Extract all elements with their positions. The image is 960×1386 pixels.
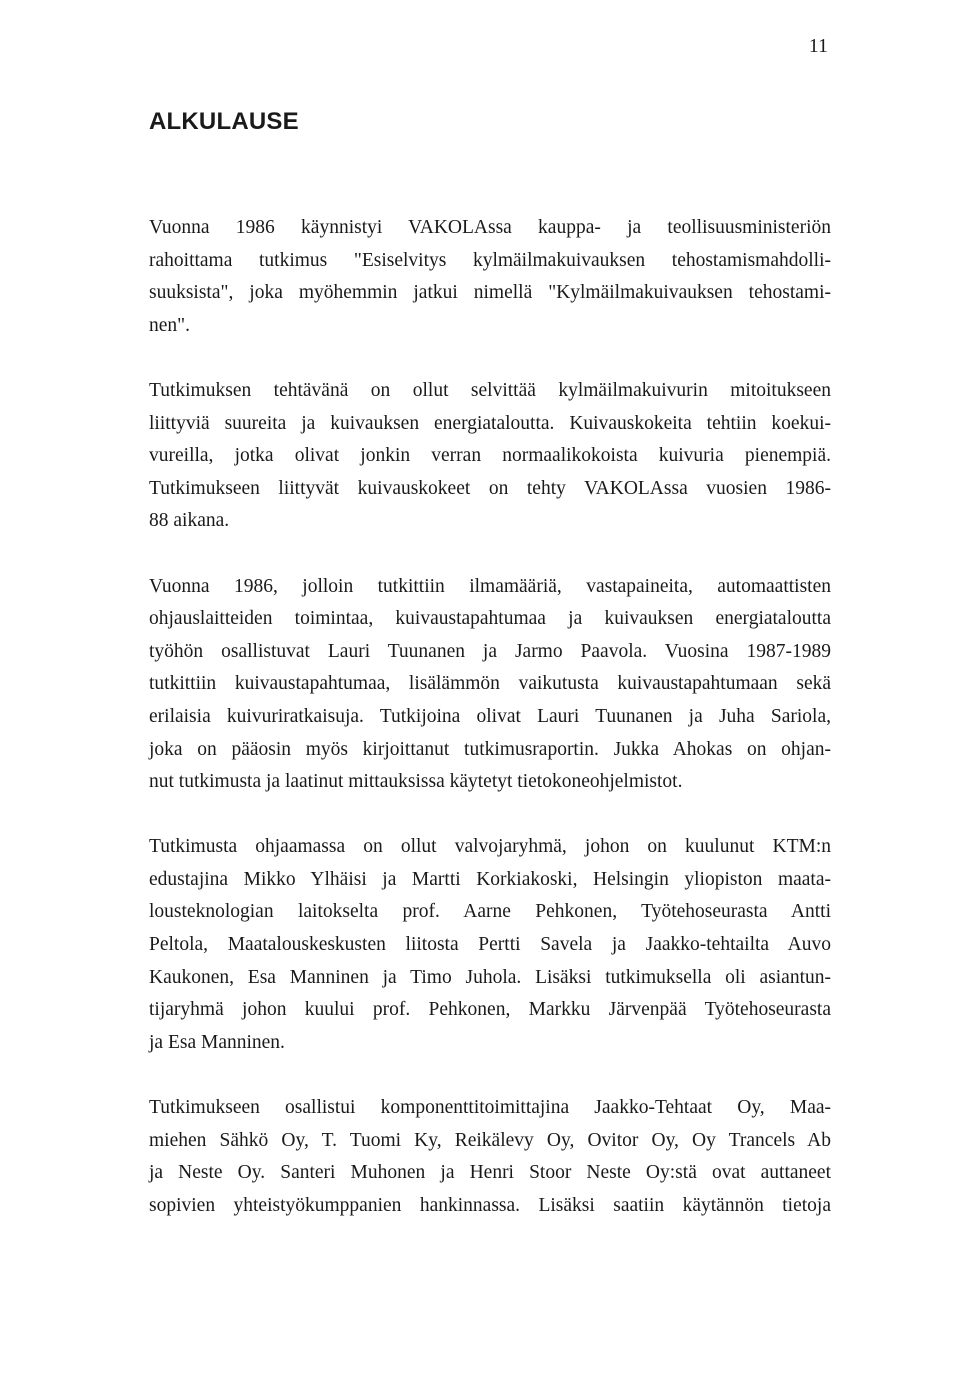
paragraph-line: Vuonna 1986 käynnistyi VAKOLAssa kauppa- ja teollisuusministeriön (149, 217, 831, 238)
page-number: 11 (808, 35, 828, 57)
paragraph-line: tijaryhmä johon kuului prof. Pehkonen, Markku Järvenpää Työtehoseurasta (149, 999, 831, 1021)
paragraph-line: nut tutkimusta ja laatinut mittauksissa käytetyt tietokoneohjelmistot. (149, 771, 683, 793)
paragraph-line: edustajina Mikko Ylhäisi ja Martti Korkiakoski, Helsingin yliopiston maata- (149, 868, 831, 890)
paragraph-line: 88 aikana. (149, 510, 230, 532)
paragraph-line: Peltola, Maatalouskeskusten liitosta Pertti Savela ja Jaakko-tehtailta Auvo (149, 934, 831, 956)
paragraph-line: sopivien yhteistyökumppanien hankinnassa. Lisäksi saatiin käytännön tietoja (149, 1194, 831, 1216)
paragraph-line: ja Esa Manninen. (149, 1031, 285, 1053)
section-heading: ALKULAUSE (149, 108, 299, 135)
paragraph-line: Tutkimukseen liittyvät kuivauskokeet on tehty VAKOLAssa vuosien 1986- (149, 477, 831, 499)
paragraph-line: Tutkimukseen osallistui komponenttitoimittajina Jaakko-Tehtaat Oy, Maa- (149, 1097, 831, 1119)
paragraph-1 (149, 212, 831, 342)
paragraph-4 (149, 831, 831, 1059)
paragraph-line: liittyviä suureita ja kuivauksen energiataloutta. Kuivauskokeita tehtiin koekui- (149, 412, 831, 434)
paragraph-line: Kaukonen, Esa Manninen ja Timo Juhola. Lisäksi tutkimuksella oli asiantun- (149, 966, 831, 988)
paragraph-line: ja Neste Oy. Santeri Muhonen ja Henri Stoor Neste Oy:stä ovat auttaneet (149, 1162, 831, 1184)
paragraph-line: suuksista", joka myöhemmin jatkui nimellä "Kylmäilmakuivauksen tehostami- (149, 282, 831, 304)
paragraph-line: lousteknologian laitokselta prof. Aarne Pehkonen, Työtehoseurasta Antti (149, 901, 831, 923)
paragraph-line: tutkittiin kuivaustapahtumaa, lisälämmön vaikutusta kuivaustapahtumaan sekä (149, 673, 831, 695)
paragraph-line: työhön osallistuvat Lauri Tuunanen ja Jarmo Paavola. Vuosina 1987-1989 (149, 640, 831, 662)
paragraph-line: joka on pääosin myös kirjoittanut tutkimusraportin. Jukka Ahokas on ohjan- (149, 738, 831, 760)
paragraph-line: rahoittama tutkimus "Esiselvitys kylmäilmakuivauksen tehostamismahdolli- (149, 249, 831, 271)
paragraph-2 (149, 375, 831, 538)
paragraph-line: nen". (149, 314, 190, 336)
paragraph-line: Tutkimuksen tehtävänä on ollut selvittää kylmäilmakuivurin mitoitukseen (149, 379, 831, 401)
paragraph-line: vureilla, jotka olivat jonkin verran normaalikokoista kuivuria pienempiä. (149, 445, 831, 467)
paragraph-line: miehen Sähkö Oy, T. Tuomi Ky, Reikälevy Oy, Ovitor Oy, Oy Trancels Ab (149, 1129, 831, 1151)
body-text (149, 212, 831, 1255)
paragraph-line: erilaisia kuivuriratkaisuja. Tutkijoina olivat Lauri Tuunanen ja Juha Sariola, (149, 705, 831, 727)
paragraph-5 (149, 1092, 831, 1222)
paragraph-line: ohjauslaitteiden toimintaa, kuivaustapahtumaa ja kuivauksen energiataloutta (149, 608, 831, 630)
paragraph-3 (149, 571, 831, 799)
paragraph-line: Tutkimusta ohjaamassa on ollut valvojaryhmä, johon on kuulunut KTM:n (149, 836, 831, 858)
paragraph-line: Vuonna 1986, jolloin tutkittiin ilmamääriä, vastapaineita, automaattisten (149, 575, 831, 597)
